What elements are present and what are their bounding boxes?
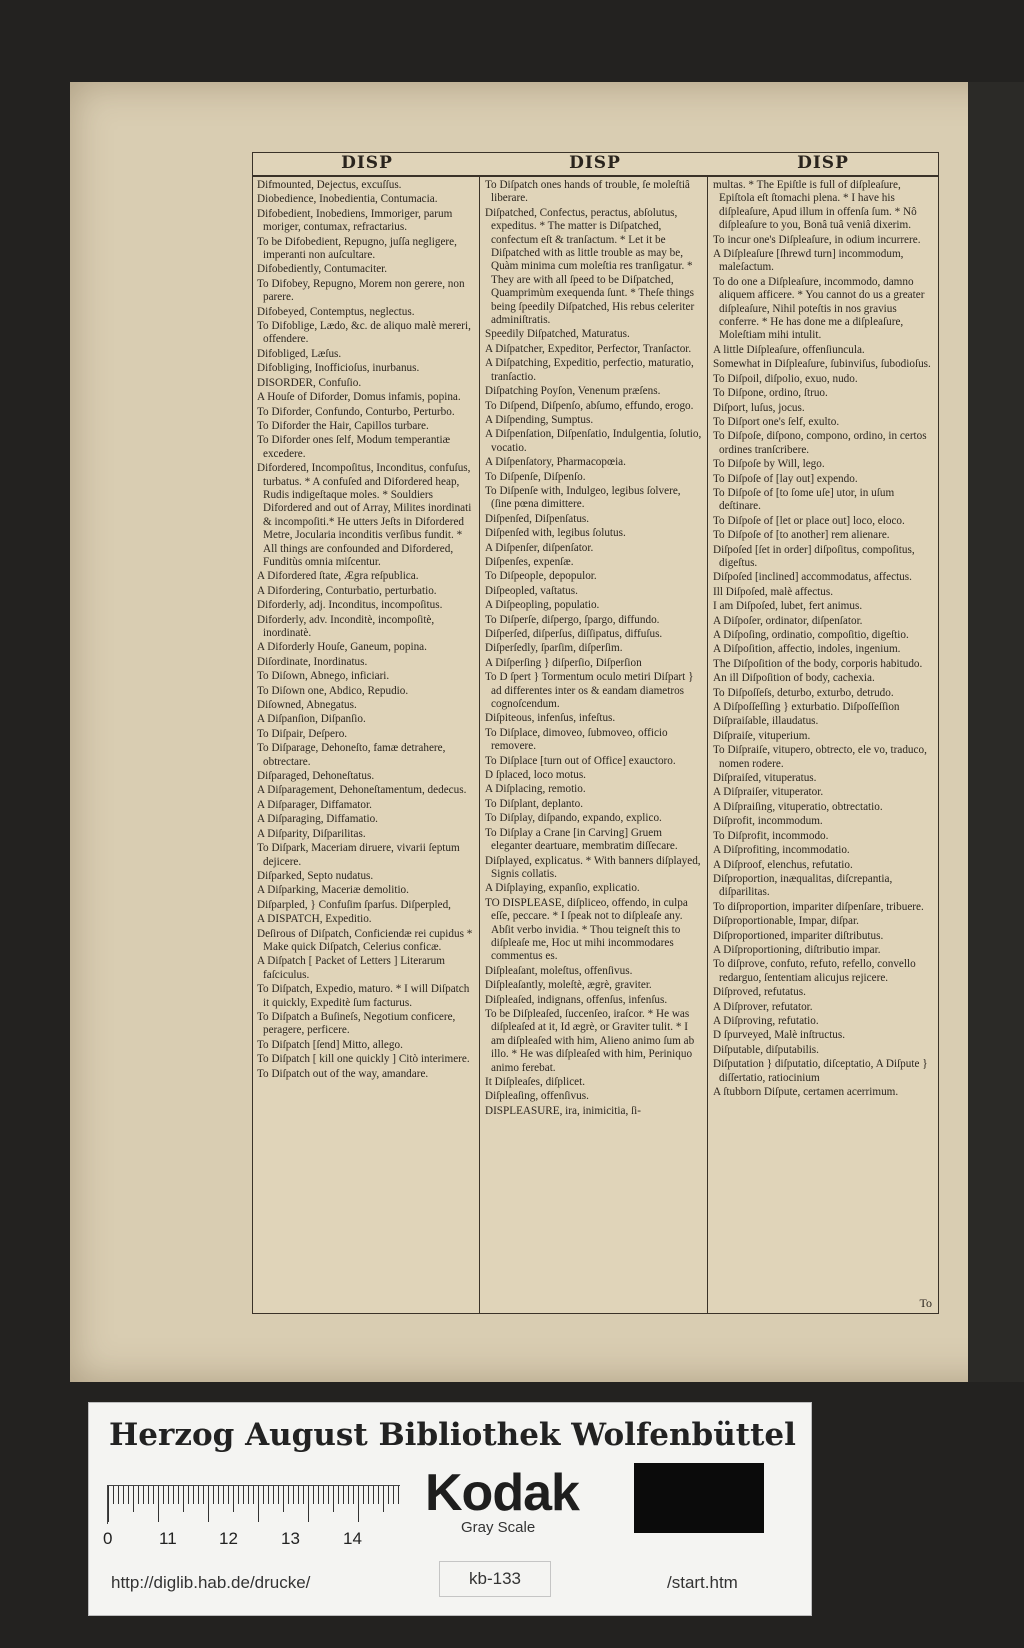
ruler-tick: [328, 1486, 329, 1504]
ruler-tick: [373, 1486, 374, 1504]
dictionary-entry: To Diſpatch [ſend] Mitto, allego.: [257, 1038, 403, 1051]
ruler-number: 12: [219, 1529, 238, 1548]
dictionary-entry: Difmounted, Dejectus, excuſſus.: [257, 179, 402, 191]
shelf-code: kb-133: [439, 1561, 551, 1597]
dictionary-entry: A Diſpending, Sumptus.: [485, 413, 594, 426]
dictionary-entry: Diforderly, adv. Inconditè, incompoſitè, inordinatè.: [257, 613, 435, 639]
column-rule: [479, 175, 480, 1313]
dictionary-entry: D ſplaced, loco motus.: [485, 769, 586, 782]
dictionary-entry: A Diſpraiſer, vituperator.: [713, 786, 824, 799]
dictionary-entry: To Diſown one, Abdico, Repudio.: [257, 684, 409, 697]
ruler-tick: [398, 1486, 399, 1504]
ruler-tick: [268, 1486, 269, 1504]
ruler-tick: [308, 1486, 309, 1522]
dictionary-entry: A Diſplaying, expanſio, explicatio.: [485, 882, 640, 895]
dictionary-entry: An ill Diſpoſition of body, cachexia.: [713, 672, 875, 685]
ruler-tick: [223, 1486, 224, 1504]
dictionary-entry: Difobliged, Læſus.: [257, 347, 342, 360]
dictionary-entry: To Diſplay, diſpando, expando, explico.: [485, 812, 662, 825]
ruler-tick: [333, 1486, 334, 1512]
ruler-tick: [393, 1486, 394, 1504]
dictionary-entry: To Diſpeople, depopulor.: [485, 570, 597, 583]
ruler-tick: [213, 1486, 214, 1504]
ruler-tick: [258, 1486, 259, 1522]
kodak-logo: Kodak: [425, 1464, 579, 1522]
ruler-tick: [293, 1486, 294, 1504]
ruler-tick: [338, 1486, 339, 1504]
running-heads: [253, 153, 938, 177]
dictionary-entry: To D ſpert } Tormentum oculo metiri Diſpart } ad differentes inter os & eandam diametros cognoſcendum.: [485, 671, 694, 711]
dictionary-column-left: [257, 179, 475, 1307]
dictionary-entry: To Diſpend, Diſpenſo, abſumo, effundo, erogo.: [485, 399, 694, 412]
dictionary-entry: A Houſe of Diforder, Domus infamis, popina.: [257, 391, 461, 404]
running-head-left: DISP: [341, 153, 393, 173]
ruler-number: 11: [159, 1529, 177, 1548]
dictionary-entry: To Diſpoſe of [to another] rem alienare.: [713, 529, 890, 542]
dictionary-entry: Diſport, luſus, jocus.: [713, 401, 805, 414]
ruler-scale: [107, 1485, 400, 1524]
ruler-tick: [323, 1486, 324, 1504]
ruler-tick: [108, 1486, 109, 1522]
dictionary-entry: A Diſpeopling, populatio.: [485, 599, 600, 612]
black-patch: [634, 1463, 764, 1533]
dictionary-entry: A ſtubborn Diſpute, certamen acerrimum.: [713, 1086, 899, 1098]
dictionary-entry: To Diſpatch a Buſineſs, Negotium conficere, peragere, perficere.: [257, 1010, 456, 1037]
dictionary-entry: Diſperſed, diſperſus, diſſipatus, diffuſus.: [485, 628, 663, 640]
dictionary-entry: The Diſpoſition of the body, corporis habitudo.: [713, 657, 923, 670]
dictionary-entry: Ill Diſpoſed, malè affectus.: [713, 585, 834, 598]
ruler-tick: [248, 1486, 249, 1504]
dictionary-entry: To do one a Diſpleaſure, incommodo, damno aliquem afficere. * You cannot do us a greater diſpleaſure, Nihil poteſtis in nos gravius conferre. * He has done me a diſpleaſure, Moleſtiam mihi intulit.: [713, 275, 925, 342]
ruler-tick: [123, 1486, 124, 1504]
ruler-tick: [133, 1486, 134, 1512]
dictionary-entry: A Diſproportioning, diſtributio impar.: [713, 943, 881, 956]
dictionary-entry: A Diſpatch [ Packet of Letters ] Literarum faſciculus.: [257, 955, 445, 981]
ruler-tick: [243, 1486, 244, 1504]
dictionary-entry: Diſproportionable, Impar, diſpar.: [713, 915, 859, 928]
dictionary-entry: To Diſpenſe with, Indulgeo, legibus ſolvere, (ſine pœna dimittere.: [485, 484, 681, 511]
dictionary-entry: A Diſproving, refutatio.: [713, 1014, 819, 1027]
ruler-tick: [378, 1486, 379, 1504]
dictionary-entry: Diſpatched, Confectus, peractus, abſolutus, expeditus. * The matter is Diſpatched, confectum eſt & tranſactum. * Let it be Diſpatched with as little trouble as may be, Quàm minima cum moleſtia res tranſigatur. * They are with all ſpeed to be Diſpatched, Quamprimùm exequenda ſunt. * Theſe things being ſpeedily Diſpatched, His rebus celeriter adminiſtratis.: [485, 206, 695, 327]
dictionary-entry: A Diſpanſion, Diſpanſio.: [257, 713, 366, 726]
dictionary-entry: Diſprofit, incommodum.: [713, 815, 823, 828]
dictionary-entry: A Diſparaging, Diffamatio.: [257, 813, 378, 826]
dictionary-entry: Diſpleaſant, moleſtus, offenſivus.: [485, 964, 633, 977]
dictionary-entry: Diſpatching Poyſon, Venenum præſens.: [485, 385, 661, 398]
text-block: [252, 152, 939, 1314]
ruler-tick: [158, 1486, 159, 1522]
ruler-tick: [118, 1486, 119, 1504]
dictionary-entry: A Diſpatcher, Expeditor, Perfector, Tranſactor.: [485, 342, 692, 355]
dictionary-entry: Diſpleaſed, indignans, offenſus, infenſus.: [485, 993, 668, 1006]
dictionary-entry: Diſpoſed [ſet in order] diſpoſitus, compoſitus, digeſtus.: [713, 543, 915, 569]
dictionary-entry: Diſputation } diſputatio, diſceptatio, A Diſpute } diſſertatio, ratiocinium: [713, 1058, 928, 1084]
dictionary-entry: A Diſpenſatory, Pharmacopœia.: [485, 456, 626, 469]
dictionary-entry: Diſparpled, } Confuſim ſparſus. Diſperpled,: [257, 898, 451, 911]
ruler-tick: [318, 1486, 319, 1504]
dictionary-entry: Diſperſedly, ſparſim, diſperſim.: [485, 642, 623, 655]
ruler-tick: [368, 1486, 369, 1504]
dictionary-entry: A Diſpenſation, Diſpenſatio, Indulgentia, ſolutio, vocatio.: [485, 428, 702, 454]
dictionary-entry: To Diſplace [turn out of Office] exauctoro.: [485, 754, 676, 767]
dictionary-entry: To be Diſpleaſed, ſuccenſeo, iraſcor. * He was diſpleaſed at it, Id ægrè, or Graviter tulit. * I am diſpleaſed with him, Alieno animo ſum ab illo. * He was diſpleaſed with him, Periniquo animo ferebat.: [485, 1007, 695, 1074]
ruler-tick: [353, 1486, 354, 1504]
dictionary-entry: To Diſprofit, incommodo.: [713, 829, 829, 842]
dictionary-entry: To Diſpoſe of [let or place out] loco, eloco.: [713, 514, 905, 527]
dictionary-entry: Diobedience, Inobedientia, Contumacia.: [257, 193, 438, 206]
dictionary-entry: It Diſpleaſes, diſplicet.: [485, 1076, 586, 1088]
dictionary-entry: To Diſpark, Maceriam diruere, vivarii ſeptum dejicere.: [257, 842, 460, 868]
dictionary-entry: multas. * The Epiſtle is full of diſpleaſure, Epiſtola eſt ſtomachi plena. * I have his diſpleaſure, Apud illum in offenſa ſum. * Nô diſpleaſure to you, Bonâ tuâ veniâ dixerim.: [713, 179, 917, 232]
ruler-tick: [288, 1486, 289, 1504]
dictionary-entry: Diſpraiſable, illaudatus.: [713, 715, 819, 728]
dictionary-entry: Diſpraiſe, vituperium.: [713, 729, 811, 742]
dictionary-entry: A Diſpraiſing, vituperatio, obtrectatio.: [713, 800, 883, 813]
ruler-tick: [298, 1486, 299, 1504]
dictionary-entry: Difobliging, Inofficioſus, inurbanus.: [257, 362, 420, 375]
dictionary-entry: To Diſpoſſeſs, deturbo, exturbo, detrudo.: [713, 686, 894, 699]
dictionary-entry: Diſpenſes, expenſæ.: [485, 555, 574, 568]
dictionary-entry: A Diſpatching, Expeditio, perfectio, maturatio, tranſactio.: [485, 357, 694, 383]
ruler-tick: [203, 1486, 204, 1504]
catchword: To: [919, 1296, 932, 1310]
dictionary-entry: To Diſpatch ones hands of trouble, ſe moleſtiâ liberare.: [485, 179, 690, 205]
dictionary-column-center: [485, 179, 703, 1307]
ruler-tick: [343, 1486, 344, 1504]
dictionary-entry: To Diſplay a Crane [in Carving] Gruem eleganter deartuare, membratim diſſecare.: [485, 826, 678, 853]
dictionary-entry: A Diſperſing } diſperſio, Diſperſion: [485, 656, 642, 669]
ruler-tick: [138, 1486, 139, 1504]
ruler-tick: [348, 1486, 349, 1504]
dictionary-entry: A Diſpoſer, ordinator, diſpenſator.: [713, 614, 863, 627]
ruler-tick: [388, 1486, 389, 1504]
dictionary-entry: A Diſprofiting, incommodatio.: [713, 844, 850, 857]
ruler-number: 13: [281, 1529, 300, 1548]
dictionary-entry: A Diforderly Houſe, Ganeum, popina.: [257, 641, 427, 654]
ruler-tick: [218, 1486, 219, 1504]
dictionary-entry: To Diſpenſe, Diſpenſo.: [485, 470, 586, 483]
ruler-tick: [193, 1486, 194, 1504]
dictionary-entry: A Diſplacing, remotio.: [485, 783, 586, 796]
dictionary-entry: Diſparaged, Dehoneſtatus.: [257, 770, 375, 783]
dictionary-entry: A Diſpoſing, ordinatio, compoſitio, digeſtio.: [713, 629, 909, 641]
dictionary-entry: Difordered, Incompoſitus, Inconditus, confuſus, turbatus. * A confuſed and Difordered heap, Rudis indigeſtaque moles. * Souldiers Difordered and out of Array, Milites inordinati & incompoſiti.* He utters Jeſts in Difordered Metre, Jocularia inconditis verſibus fundit. * All things are confounded and Difordered, Funditùs omnia miſcentur.: [257, 462, 472, 568]
running-head-center: DISP: [569, 153, 621, 173]
ruler-tick: [283, 1486, 284, 1512]
dictionary-entry: Speedily Diſpatched, Maturatus.: [485, 328, 630, 341]
dictionary-entry: TO DISPLEASE, diſpliceo, offendo, in culpa eſſe, peccare. * I ſpeak not to diſpleaſe any. Abſit verbo invidia. * Thou teigneſt this to diſpleaſe me, Hoc ut mihi incommodares commentus es.: [485, 896, 688, 963]
book-page: [70, 82, 1024, 1382]
color-target-card: [88, 1402, 812, 1616]
dictionary-entry: A Difordered ſtate, Ægra reſpublica.: [257, 570, 419, 583]
dictionary-entry: Diſpoſed [inclined] accommodatus, affectus.: [713, 571, 912, 584]
dictionary-entry: A Diſparity, Diſparilitas.: [257, 827, 366, 840]
ruler-tick: [278, 1486, 279, 1504]
ruler-tick: [303, 1486, 304, 1504]
dictionary-entry: To Diſplace, dimoveo, ſubmoveo, officio removere.: [485, 726, 668, 753]
ruler-tick: [233, 1486, 234, 1512]
dictionary-entry: A Diſpleaſure [ſhrewd turn] incommodum, maleſactum.: [713, 248, 904, 274]
ruler-tick: [228, 1486, 229, 1504]
dictionary-entry: A Diſparagement, Dehoneſtamentum, dedecus.: [257, 784, 467, 797]
dictionary-entry: Diſpenſed, Diſpenſatus.: [485, 512, 590, 525]
ruler-tick: [238, 1486, 239, 1504]
dictionary-entry: A DISPATCH, Expeditio.: [257, 913, 372, 926]
column-rule: [707, 175, 708, 1313]
dictionary-entry: Diſpenſed with, legibus ſolutus.: [485, 527, 626, 540]
dictionary-entry: Diſplayed, explicatus. * With banners diſplayed, Signis collatis.: [485, 854, 701, 880]
ruler-tick: [168, 1486, 169, 1504]
dictionary-column-right: [713, 179, 931, 1307]
dictionary-entry: A little Diſpleaſure, offenſiuncula.: [713, 343, 865, 356]
dictionary-entry: To Diforder the Hair, Capillos turbare.: [257, 419, 429, 432]
dictionary-entry: To Diſpoſe by Will, lego.: [713, 458, 825, 471]
ruler-number: 14: [343, 1529, 362, 1548]
ruler-tick: [313, 1486, 314, 1504]
dictionary-entry: To Diſpoſe of [lay out] expendo.: [713, 472, 858, 485]
dictionary-entry: Diſproportioned, impariter diſtributus.: [713, 929, 884, 942]
dictionary-entry: A Diſpenſer, diſpenſator.: [485, 541, 594, 554]
dictionary-entry: DISPLEASURE, ira, inimicitia, ſi-: [485, 1104, 641, 1117]
ruler-tick: [383, 1486, 384, 1512]
dictionary-entry: Diſproved, refutatus.: [713, 986, 806, 999]
dictionary-entry: A Diſprover, refutator.: [713, 1000, 813, 1013]
dictionary-entry: A Diſpoſſeſſing } exturbatio. Diſpoſſeſſion: [713, 701, 900, 714]
dictionary-entry: To Diſpatch, Expedio, maturo. * I will Diſpatch it quickly, Expeditè ſum facturus.: [257, 983, 470, 1009]
ruler-tick: [153, 1486, 154, 1504]
dictionary-entry: To Diforder, Confundo, Conturbo, Perturbo.: [257, 405, 455, 418]
dictionary-entry: To Diſpoſe, diſpono, compono, ordino, in certos ordines tranſcribere.: [713, 430, 927, 456]
next-page-edge: [968, 82, 1024, 1382]
dictionary-entry: Diſowned, Abnegatus.: [257, 699, 357, 712]
dictionary-entry: To Diſpone, ordino, ſtruo.: [713, 387, 828, 400]
ruler-tick: [358, 1486, 359, 1522]
dictionary-entry: To Diſplant, deplanto.: [485, 797, 584, 810]
dictionary-entry: Somewhat in Diſpleaſure, ſubinviſus, ſubodioſus.: [713, 358, 931, 371]
dictionary-entry: Difobeyed, Contemptus, neglectus.: [257, 305, 415, 318]
running-head-right: DISP: [797, 153, 849, 173]
ruler-tick: [143, 1486, 144, 1504]
dictionary-entry: To Diforder ones ſelf, Modum temperantiæ excedere.: [257, 434, 451, 460]
dictionary-entry: Difobedient, Inobediens, Immoriger, parum moriger, contumax, refractarius.: [257, 207, 453, 234]
dictionary-entry: I am Diſpoſed, lubet, fert animus.: [713, 600, 863, 613]
dictionary-entry: To Diſpoil, diſpolio, exuo, nudo.: [713, 372, 858, 385]
dictionary-entry: Diſpleaſantly, moleſtè, ægrè, graviter.: [485, 979, 652, 992]
dictionary-entry: D ſpurveyed, Malè inſtructus.: [713, 1029, 846, 1042]
dictionary-entry: Diſputable, diſputabilis.: [713, 1043, 819, 1056]
dictionary-entry: A Diſproof, elenchus, refutatio.: [713, 858, 853, 871]
dictionary-entry: To diſprove, confuto, refuto, refello, convello redarguo, ſententiam alicujus rejicere.: [713, 958, 916, 984]
dictionary-entry: To Diſperſe, diſpergo, ſpargo, diffundo.: [485, 613, 660, 626]
dictionary-entry: To Diſpatch [ kill one quickly ] Citò interimere.: [257, 1053, 470, 1066]
dictionary-entry: To Difoblige, Lædo, &c. de aliquo malè mereri, offendere.: [257, 320, 471, 346]
ruler-tick: [253, 1486, 254, 1504]
dictionary-entry: Diſpleaſing, offenſivus.: [485, 1090, 589, 1103]
ruler-tick: [183, 1486, 184, 1512]
dictionary-entry: A Difordering, Conturbatio, perturbatio.: [257, 584, 437, 597]
library-url: http://diglib.hab.de/drucke/: [111, 1573, 311, 1592]
ruler-tick: [208, 1486, 209, 1522]
ruler-number: 0: [103, 1529, 113, 1548]
ruler-tick: [128, 1486, 129, 1504]
dictionary-entry: To be Difobedient, Repugno, juſſa negligere, imperanti non auſcultare.: [257, 235, 457, 262]
dictionary-entry: To diſproportion, impariter diſpenſare, tribuere.: [713, 900, 924, 913]
ruler-tick: [178, 1486, 179, 1504]
dictionary-entry: DISORDER, Confuſio.: [257, 376, 362, 389]
ruler-tick: [363, 1486, 364, 1504]
dictionary-entry: A Diſparking, Maceriæ demolitio.: [257, 884, 409, 897]
dictionary-entry: Diſparked, Septo nudatus.: [257, 869, 374, 882]
dictionary-entry: To Diſpraiſe, vitupero, obtrecto, ele vo, traduco, nomen rodere.: [713, 744, 927, 770]
dictionary-entry: To Diſown, Abnego, inficiari.: [257, 670, 390, 683]
dictionary-entry: Deſirous of Diſpatch, Conficiendæ rei cupidus * Make quick Diſpatch, Celerius conficæ.: [257, 927, 473, 953]
dictionary-entry: Diſordinate, Inordinatus.: [257, 655, 368, 668]
dictionary-entry: A Diſparager, Diffamator.: [257, 798, 372, 811]
dictionary-entry: Diforderly, adj. Inconditus, incompoſitus.: [257, 599, 443, 612]
dictionary-entry: To Diſparage, Dehoneſto, famæ detrahere, obtrectare.: [257, 742, 446, 768]
ruler-tick: [148, 1486, 149, 1504]
dictionary-entry: Diſpiteous, infenſus, infeſtus.: [485, 712, 616, 725]
dictionary-entry: To Diſpoſe of [to ſome uſe] utor, in uſum deſtinare.: [713, 486, 895, 513]
start-link-text: /start.htm: [667, 1573, 738, 1592]
dictionary-entry: Diſpeopled, vaſtatus.: [485, 584, 578, 597]
dictionary-entry: To Diſpatch out of the way, amandare.: [257, 1067, 429, 1080]
ruler-tick: [163, 1486, 164, 1504]
ruler-tick: [173, 1486, 174, 1504]
dictionary-entry: Diſproportion, inæqualitas, diſcrepantia, diſparilitas.: [713, 872, 893, 899]
ruler-tick: [263, 1486, 264, 1504]
library-name: Herzog August Bibliothek Wolfenbüttel: [109, 1417, 796, 1453]
ruler-tick: [188, 1486, 189, 1504]
dictionary-entry: To Diſport one's ſelf, exulto.: [713, 415, 840, 428]
dictionary-entry: To Difobey, Repugno, Morem non gerere, non parere.: [257, 277, 465, 304]
ruler-tick: [113, 1486, 114, 1504]
ruler-tick: [198, 1486, 199, 1504]
ruler-tick: [273, 1486, 274, 1504]
dictionary-entry: To Diſpair, Deſpero.: [257, 727, 348, 740]
dictionary-entry: A Diſpoſition, affectio, indoles, ingenium.: [713, 643, 901, 656]
dictionary-entry: Diſpraiſed, vituperatus.: [713, 772, 817, 785]
dictionary-entry: To incur one's Diſpleaſure, in odium incurrere.: [713, 233, 921, 246]
dictionary-entry: Difobediently, Contumaciter.: [257, 263, 388, 276]
gray-scale-label: Gray Scale: [461, 1519, 536, 1536]
